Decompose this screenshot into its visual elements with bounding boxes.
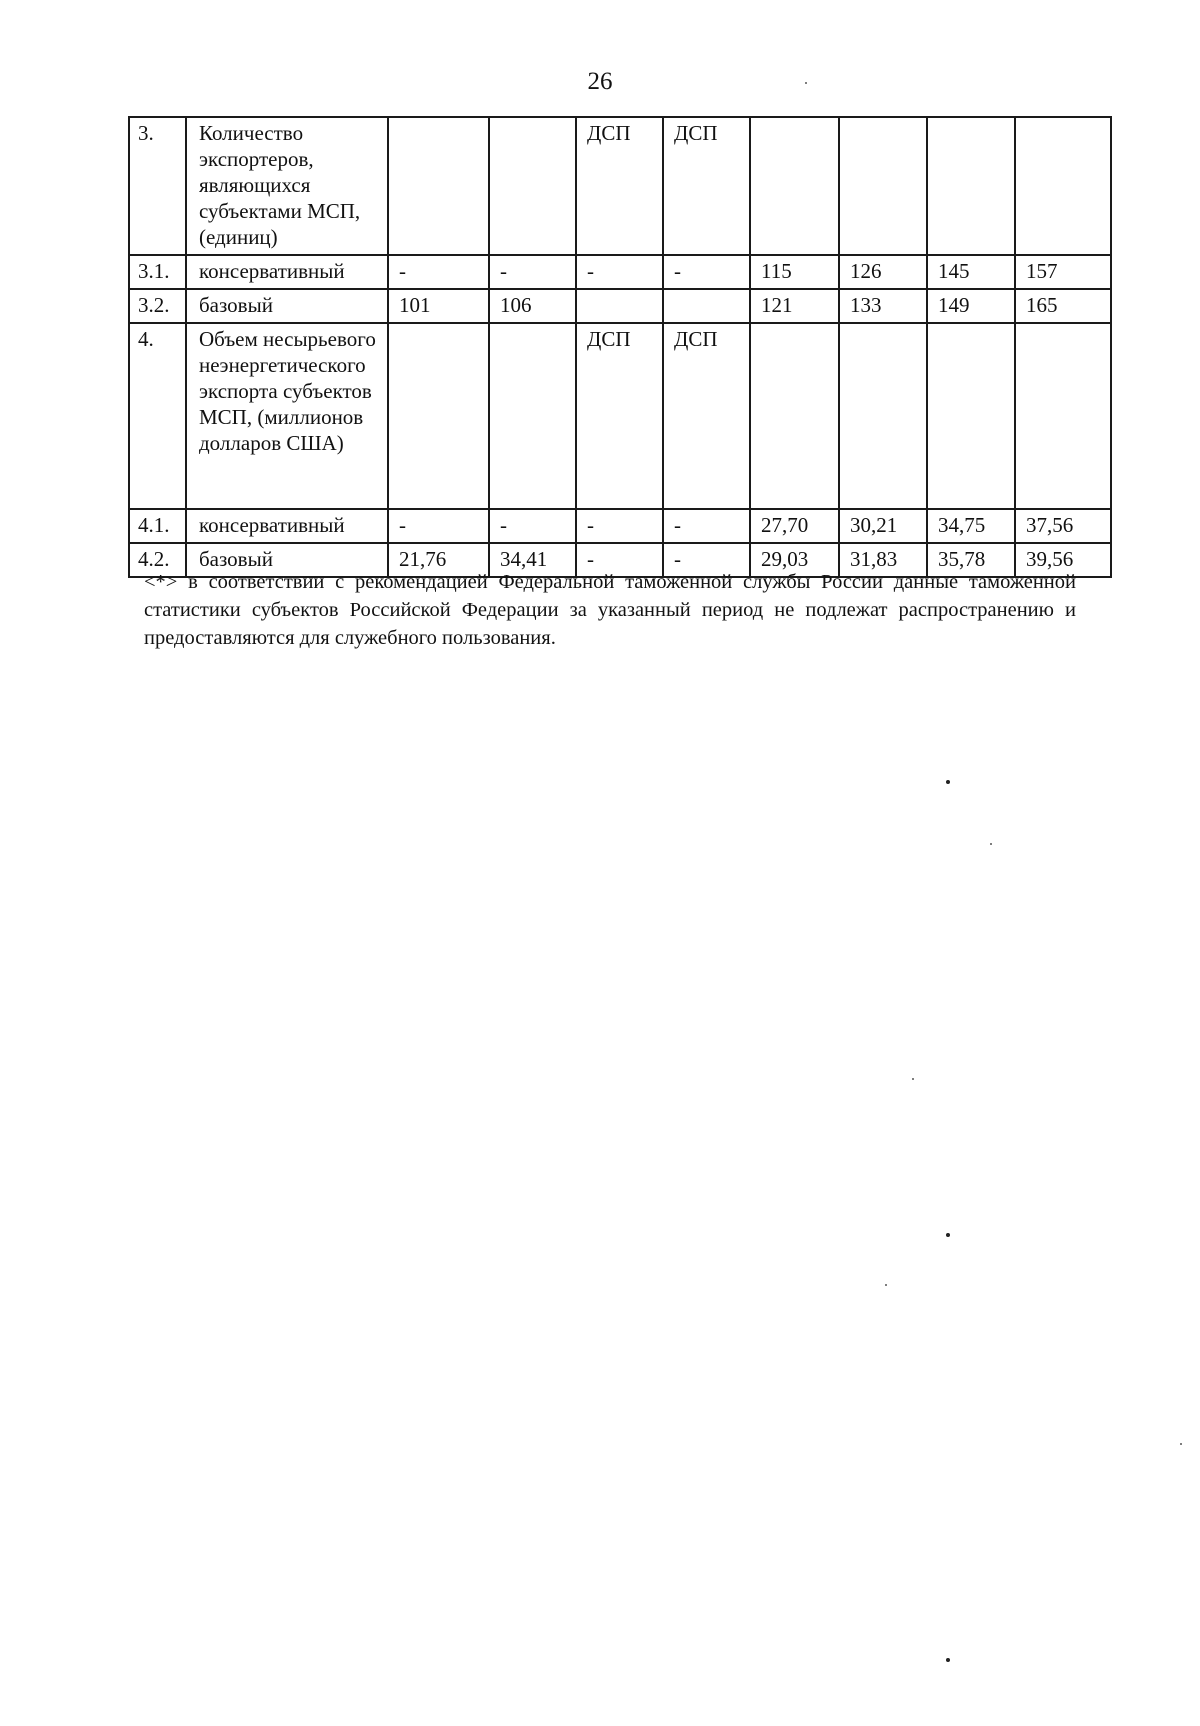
value-cell: ДСП (663, 323, 750, 509)
page-number: 26 (587, 68, 613, 95)
table-body (129, 117, 1111, 577)
value-cell: 126 (839, 255, 927, 289)
value-cell (576, 289, 663, 323)
value-cell: - (576, 255, 663, 289)
scan-speck (946, 1658, 950, 1662)
value-cell (927, 323, 1015, 509)
value-cell: - (388, 509, 489, 543)
table-row (129, 289, 1111, 323)
value-cell (839, 323, 927, 509)
indicator-name-cell: консервативный (186, 255, 388, 289)
value-cell (388, 117, 489, 255)
value-cell: 37,56 (1015, 509, 1111, 543)
value-cell: 39,56 (1015, 543, 1111, 577)
scan-speck (805, 82, 807, 84)
row-number-cell: 4.1. (129, 509, 186, 543)
indicators-table (128, 116, 1112, 578)
value-cell: - (576, 543, 663, 577)
value-cell (388, 323, 489, 509)
value-cell: 21,76 (388, 543, 489, 577)
value-cell: - (663, 509, 750, 543)
indicator-name-cell: Количество экспортеров, являющихся субъектами МСП, (единиц) (186, 117, 388, 255)
value-cell (663, 289, 750, 323)
row-number-cell: 3.2. (129, 289, 186, 323)
value-cell (750, 117, 839, 255)
value-cell: 31,83 (839, 543, 927, 577)
value-cell: - (663, 255, 750, 289)
value-cell: ДСП (576, 117, 663, 255)
value-cell: - (663, 543, 750, 577)
value-cell: 35,78 (927, 543, 1015, 577)
value-cell: 157 (1015, 255, 1111, 289)
footnote (144, 568, 1076, 652)
indicator-name-cell: Объем несырьевого неэнергетического экспорта субъектов МСП, (миллионов долларов США) (186, 323, 388, 509)
row-number-cell: 4. (129, 323, 186, 509)
value-cell (839, 117, 927, 255)
value-cell (750, 323, 839, 509)
row-number-cell: 3.1. (129, 255, 186, 289)
value-cell: 165 (1015, 289, 1111, 323)
value-cell: 145 (927, 255, 1015, 289)
scan-speck (912, 1078, 914, 1080)
value-cell: 149 (927, 289, 1015, 323)
value-cell: 29,03 (750, 543, 839, 577)
value-cell: 34,75 (927, 509, 1015, 543)
value-cell: - (388, 255, 489, 289)
value-cell: 133 (839, 289, 927, 323)
value-cell: ДСП (576, 323, 663, 509)
footnote-text: <*> в соответствии с рекомендацией Федеральной таможенной службы России данные таможенной статистики субъектов Российской Федерации за указанный период не подлежат распространению и предоставляются для служебного пользования. (144, 571, 1076, 649)
table-row (129, 117, 1111, 255)
indicator-name-cell: консервативный (186, 509, 388, 543)
scan-speck (946, 780, 950, 784)
scan-speck (885, 1284, 887, 1286)
value-cell (489, 117, 576, 255)
table-row (129, 255, 1111, 289)
scan-speck (990, 843, 992, 845)
table-row (129, 509, 1111, 543)
scan-speck (946, 1233, 950, 1237)
value-cell: 34,41 (489, 543, 576, 577)
value-cell (489, 323, 576, 509)
value-cell: 101 (388, 289, 489, 323)
value-cell: 106 (489, 289, 576, 323)
scan-speck (1180, 1443, 1182, 1445)
value-cell (927, 117, 1015, 255)
row-number-cell: 3. (129, 117, 186, 255)
indicator-name-cell: базовый (186, 543, 388, 577)
table-row (129, 323, 1111, 509)
row-number-cell: 4.2. (129, 543, 186, 577)
value-cell: 27,70 (750, 509, 839, 543)
value-cell: - (576, 509, 663, 543)
indicator-name-cell: базовый (186, 289, 388, 323)
value-cell: ДСП (663, 117, 750, 255)
value-cell: - (489, 255, 576, 289)
value-cell: 30,21 (839, 509, 927, 543)
value-cell (1015, 323, 1111, 509)
value-cell: 115 (750, 255, 839, 289)
value-cell: 121 (750, 289, 839, 323)
value-cell (1015, 117, 1111, 255)
value-cell: - (489, 509, 576, 543)
